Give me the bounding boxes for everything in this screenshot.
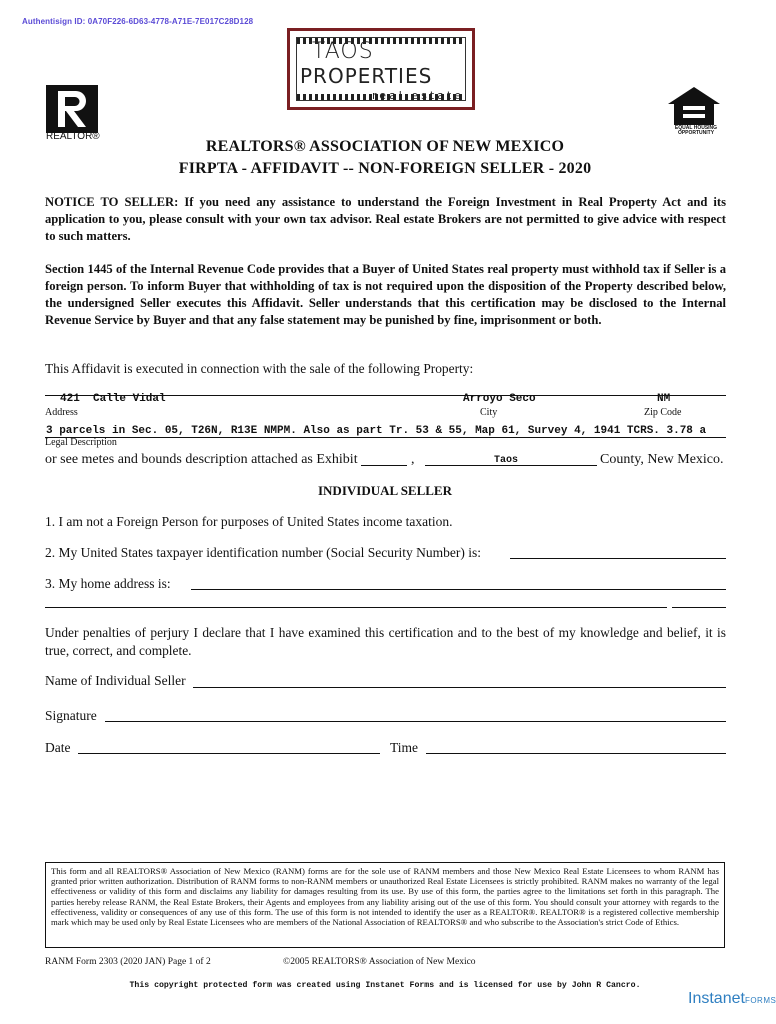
county-text: County, New Mexico. [600, 452, 724, 467]
county-value[interactable]: Taos [494, 455, 519, 466]
form-id: RANM Form 2303 (2020 JAN) Page 1 of 2 [45, 957, 211, 967]
city-value[interactable]: Arroyo Seco [463, 393, 536, 405]
instanet-logo-sub: FORMS [744, 996, 776, 1005]
time-label: Time [390, 740, 419, 755]
taos-properties-logo [287, 28, 475, 110]
zip-label: Zip Code [644, 407, 682, 418]
realtor-logo-icon [46, 85, 98, 133]
metes-bounds-text: or see metes and bounds description attached as Exhibit [45, 452, 358, 467]
home-address-field-line2[interactable] [45, 607, 667, 608]
item-2: 2. My United States taxpayer identification number (Social Security Number) is: [45, 545, 482, 560]
equal-housing-text: EQUAL HOUSING OPPORTUNITY [674, 125, 718, 136]
home-address-field-line2b[interactable] [672, 607, 726, 608]
copyright: ©2005 REALTORS® Association of New Mexico [283, 957, 476, 967]
date-field[interactable] [78, 753, 380, 754]
authentisign-id: Authentisign ID: 0A70F226-6D63-4778-A71E-7E017C28D128 [22, 17, 254, 26]
signature-label: Signature [45, 708, 97, 723]
perjury-statement: Under penalties of perjury I declare that I have examined this certification and to the best of my knowledge and belief, it is true, correct, and complete. [45, 625, 726, 658]
equal-housing-icon [666, 86, 722, 126]
city-label: City [480, 407, 498, 418]
notice-to-seller: NOTICE TO SELLER: If you need any assistance to understand the Foreign Investment in Real Property Act and its application to you, please consult with your own tax advisor. Real estate Brokers are not permitted to give advice with respect to such matters. [45, 195, 726, 243]
disclaimer-text: This form and all REALTORS® Association of New Mexico (RANM) forms are for the sole use of RANM members and those New Mexico Real Estate Licensees to whom RANM has granted prior written authorization. Distribution of RANM forms to non-RANM members or unauthorized Real Estate Licensees is strictly prohibited. RANM makes no warranty of the legal effectiveness or validity of this form and disclaims any liability for damages resulting from its use. By use of this form, the parties agree to the limitations set forth in this paragraph. The parties hereby release RANM, the Real Estate Brokers, their Agents and employees from any liability arising out of the use of this form. You should consult your attorney with regards to the effectiveness, validity or consequences of any use of this form. The use of this form is not intended to identify the user as a REALTOR®. REALTOR® is a registered collective membership mark which may be used only by Real Estate Licensees who are members of the National Association of REALTORS® and who subscribe to the Association's strict Code of Ethics. [51, 866, 719, 928]
logo-line-real-estate: real estate [372, 89, 464, 102]
form-title: REALTORS® ASSOCIATION OF NEW MEXICO [205, 138, 565, 155]
date-label: Date [45, 740, 71, 755]
item-3: 3. My home address is: [45, 576, 171, 591]
instanet-forms-logo [688, 990, 776, 1008]
home-address-field[interactable] [191, 589, 726, 590]
logo-line-taos: TAOS [312, 39, 374, 64]
ssn-field[interactable] [510, 558, 726, 559]
instanet-logo-main: Instanet [688, 990, 745, 1007]
comma: , [411, 452, 415, 467]
form-subtitle: FIRPTA - AFFIDAVIT -- NON-FOREIGN SELLER - 2020 [178, 160, 592, 177]
address-label: Address [45, 407, 78, 418]
name-label: Name of Individual Seller [45, 673, 186, 688]
individual-seller-heading: INDIVIDUAL SELLER [317, 483, 452, 498]
protected-form-notice: This copyright protected form was created using Instanet Forms and is licensed for use by John R Cancro. [129, 981, 641, 990]
legal-description-label: Legal Description [45, 437, 117, 448]
exhibit-field[interactable] [361, 465, 407, 466]
legal-line [45, 437, 726, 438]
zip-value[interactable]: NM [657, 393, 671, 405]
item-1: 1. I am not a Foreign Person for purposes of United States income taxation. [45, 514, 453, 529]
executed-statement: This Affidavit is executed in connection with the sale of the following Property: [45, 361, 474, 376]
address-street[interactable]: Calle Vidal [93, 393, 166, 405]
realtor-logo-text: REALTOR® [46, 131, 100, 142]
legal-description-value[interactable]: 3 parcels in Sec. 05, T26N, R13E NMPM. Also as part Tr. 53 & 55, Map 61, Survey 4, 1941 TCRS. 3.78 a [46, 425, 707, 437]
address-number[interactable]: 421 [60, 393, 80, 405]
logo-line-properties: PROPERTIES [300, 64, 433, 88]
time-field[interactable] [426, 753, 726, 754]
disclaimer-box [45, 862, 725, 948]
signature-field[interactable] [105, 721, 726, 722]
section-1445: Section 1445 of the Internal Revenue Code provides that a Buyer of United States real property must withhold tax if Seller is a foreign person. To inform Buyer that withholding of tax is not required upon the disposition of the Property described below, the undersigned Seller executes this Affidavit. Seller understands that this certification may be disclosed to the Internal Revenue Service by Buyer and that any false statement may be punished by fine, imprisonment or both. [45, 262, 726, 327]
name-field[interactable] [193, 687, 726, 688]
